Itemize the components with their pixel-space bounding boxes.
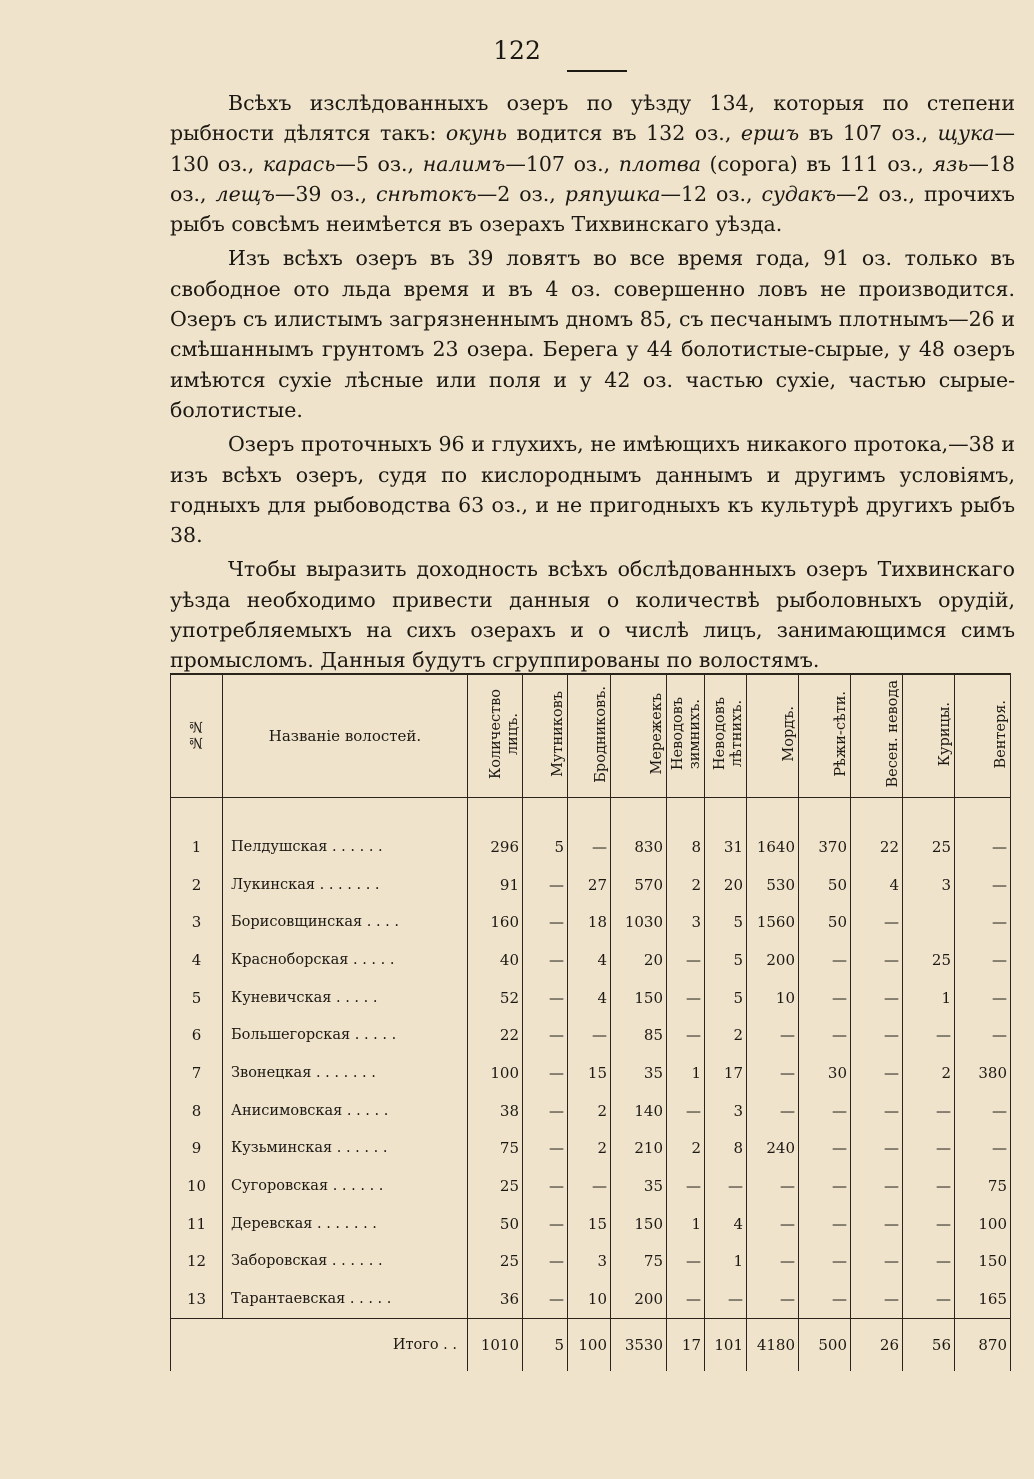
table-cell: — — [747, 1167, 799, 1205]
table-cell: 38 — [468, 1092, 523, 1130]
row-number: 3 — [171, 903, 223, 941]
text-run: —2 оз., прочихъ рыбъ совсѣмъ неимѣется въ озерахъ Тихвинскаго уѣзда. — [170, 181, 1015, 237]
table-cell: — — [523, 903, 568, 941]
fish-name: налимъ — [422, 151, 506, 176]
table-cell: — — [851, 1016, 903, 1054]
table-cell: — — [903, 1130, 955, 1168]
table-row — [171, 1167, 1011, 1205]
table-cell: — — [799, 1243, 851, 1281]
table-row — [171, 941, 1011, 979]
table-cell: — — [851, 1054, 903, 1092]
text-run: Всѣхъ изслѣдованныхъ озеръ по уѣзду 134, которыя по степени рыбности дѣлятся такъ: — [170, 91, 1015, 146]
table-cell: 36 — [468, 1280, 523, 1318]
row-number: 7 — [171, 1054, 223, 1092]
table-cell: — — [523, 1280, 568, 1318]
table-row — [171, 1016, 1011, 1054]
row-number: 6 — [171, 1016, 223, 1054]
table-cell: 50 — [468, 1205, 523, 1243]
table-cell: 40 — [468, 941, 523, 979]
table-cell: — — [523, 1243, 568, 1281]
table-cell: — — [903, 1205, 955, 1243]
table-cell: — — [799, 979, 851, 1017]
volost-name: Сугоровская . . . . . . — [223, 1167, 468, 1205]
table-cell: 22 — [468, 1016, 523, 1054]
header-col-rezhi: Рѣжи-сѣти. — [799, 674, 851, 798]
fish-name: судакъ — [761, 181, 836, 206]
table-cell: 2 — [568, 1130, 611, 1168]
volost-name: Красноборская . . . . . — [223, 941, 468, 979]
table-cell: 50 — [799, 866, 851, 904]
page-number: 122 — [493, 36, 541, 65]
table-cell: 1560 — [747, 903, 799, 941]
text-run: —130 оз., — [170, 121, 1015, 176]
paragraph-2 — [170, 243, 1015, 425]
table-cell: 52 — [468, 979, 523, 1017]
table-cell: — — [851, 1280, 903, 1318]
table-cell: — — [523, 1054, 568, 1092]
volost-name: Деревская . . . . . . . — [223, 1205, 468, 1243]
table-cell: 3 — [705, 1092, 747, 1130]
row-number: 2 — [171, 866, 223, 904]
header-col-kuritsy: Курицы. — [903, 674, 955, 798]
row-number: 1 — [171, 798, 223, 866]
table-cell: 10 — [568, 1280, 611, 1318]
table-cell: 15 — [568, 1205, 611, 1243]
table-cell: 27 — [568, 866, 611, 904]
total-cell: 4180 — [747, 1318, 799, 1371]
table-cell: 35 — [611, 1167, 667, 1205]
total-row — [171, 1318, 1011, 1371]
table-cell: — — [568, 1167, 611, 1205]
fish-name: ершъ — [740, 121, 800, 146]
table-cell: 150 — [611, 979, 667, 1017]
table-cell: — — [851, 1243, 903, 1281]
table-row — [171, 798, 1011, 866]
table-cell: — — [799, 1092, 851, 1130]
table-cell: 17 — [705, 1054, 747, 1092]
table-cell: 35 — [611, 1054, 667, 1092]
table-cell: 3 — [568, 1243, 611, 1281]
table-cell: 165 — [955, 1280, 1011, 1318]
volost-name: Тарантаевская . . . . . — [223, 1280, 468, 1318]
text-run: —5 оз., — [335, 151, 423, 176]
table-cell: — — [955, 1016, 1011, 1054]
table-cell: — — [799, 1280, 851, 1318]
table-cell: — — [955, 1130, 1011, 1168]
fish-name: плотва — [618, 151, 701, 176]
table-cell: 31 — [705, 798, 747, 866]
table-cell: — — [667, 1016, 705, 1054]
table-cell: — — [799, 1130, 851, 1168]
header-col-mutniki: Мутниковъ — [523, 674, 568, 798]
table-cell: 1640 — [747, 798, 799, 866]
volost-name: Звонецкая . . . . . . . — [223, 1054, 468, 1092]
text-run: —2 оз., — [476, 181, 565, 206]
table-cell: — — [523, 979, 568, 1017]
header-col-ventery: Вентеря. — [955, 674, 1011, 798]
header-name: Названіе волостей. — [223, 674, 468, 798]
table-cell: 25 — [903, 941, 955, 979]
header-col-mordy: Мордъ. — [747, 674, 799, 798]
table-cell: — — [955, 1092, 1011, 1130]
volost-name: Лукинская . . . . . . . — [223, 866, 468, 904]
table-cell: 160 — [468, 903, 523, 941]
table-cell: 1 — [903, 979, 955, 1017]
total-label: Итого . . — [223, 1318, 468, 1371]
volost-name: Борисовщинская . . . . — [223, 903, 468, 941]
table-cell: — — [568, 798, 611, 866]
table-cell: — — [955, 798, 1011, 866]
table-cell: — — [747, 1205, 799, 1243]
table-cell: — — [568, 1016, 611, 1054]
table-cell: 25 — [468, 1243, 523, 1281]
table-cell: 91 — [468, 866, 523, 904]
table-cell: 140 — [611, 1092, 667, 1130]
table-cell: 15 — [568, 1054, 611, 1092]
total-cell: 3530 — [611, 1318, 667, 1371]
table-cell: 2 — [568, 1092, 611, 1130]
row-number: 9 — [171, 1130, 223, 1168]
fish-name: снѣтокъ — [375, 181, 477, 206]
table-cell: — — [851, 1205, 903, 1243]
header-col-winter-nets: Неводовъ зимнихъ. — [667, 674, 705, 798]
table-row — [171, 1205, 1011, 1243]
table-cell: 1030 — [611, 903, 667, 941]
table-cell: — — [523, 866, 568, 904]
table-cell: — — [747, 1243, 799, 1281]
table-cell: 2 — [667, 1130, 705, 1168]
row-number: 10 — [171, 1167, 223, 1205]
table-cell: — — [903, 1280, 955, 1318]
table-cell: 75 — [955, 1167, 1011, 1205]
text-run: —18 оз., — [170, 151, 1016, 206]
text-run: (сорога) въ 111 оз., — [700, 151, 933, 176]
table-row — [171, 1243, 1011, 1281]
fish-name: щука — [937, 121, 995, 146]
table-cell: 240 — [747, 1130, 799, 1168]
table-cell: — — [955, 903, 1011, 941]
table-cell: 4 — [568, 941, 611, 979]
paragraph-3 — [170, 429, 1015, 550]
table-row — [171, 866, 1011, 904]
table-cell: — — [799, 1205, 851, 1243]
table-cell: — — [667, 979, 705, 1017]
table-cell: 2 — [705, 1016, 747, 1054]
table-cell: — — [705, 1280, 747, 1318]
table-cell: 150 — [611, 1205, 667, 1243]
table-cell: 210 — [611, 1130, 667, 1168]
table-cell: 570 — [611, 866, 667, 904]
total-cell: 5 — [523, 1318, 568, 1371]
paragraph-4 — [170, 554, 1015, 675]
table-row — [171, 1130, 1011, 1168]
row-number: 13 — [171, 1280, 223, 1318]
table-cell: 1 — [667, 1054, 705, 1092]
header-col-persons: Количество лицъ. — [468, 674, 523, 798]
table-cell: — — [851, 1092, 903, 1130]
table-cell: 5 — [705, 979, 747, 1017]
text-run: —12 оз., — [660, 181, 762, 206]
fish-name: ряпушка — [564, 181, 661, 206]
header-col-summer-nets: Неводовъ лѣтнихъ. — [705, 674, 747, 798]
table-cell: — — [523, 1130, 568, 1168]
table-cell: 4 — [705, 1205, 747, 1243]
page-number-rule — [567, 70, 627, 72]
table-cell: 20 — [705, 866, 747, 904]
table-cell — [903, 903, 955, 941]
total-cell: 500 — [799, 1318, 851, 1371]
table-cell: 5 — [705, 903, 747, 941]
table-cell: — — [523, 1167, 568, 1205]
table-cell: 100 — [955, 1205, 1011, 1243]
body-text — [170, 88, 1015, 680]
table-cell: 25 — [903, 798, 955, 866]
volost-name: Куневичская . . . . . — [223, 979, 468, 1017]
table-cell: — — [851, 1130, 903, 1168]
volost-fishing-table — [170, 673, 1011, 1371]
table-cell: — — [799, 941, 851, 979]
table-header-row — [171, 674, 1011, 798]
table-cell: 4 — [568, 979, 611, 1017]
total-cell: 100 — [568, 1318, 611, 1371]
table-cell: — — [667, 1243, 705, 1281]
table-cell: — — [955, 941, 1011, 979]
table-cell: 10 — [747, 979, 799, 1017]
total-cell: 101 — [705, 1318, 747, 1371]
total-cell: 17 — [667, 1318, 705, 1371]
table-cell: — — [747, 1280, 799, 1318]
table-cell: 50 — [799, 903, 851, 941]
table-cell: — — [955, 979, 1011, 1017]
table-cell: — — [523, 1016, 568, 1054]
fish-name: язь — [932, 151, 969, 176]
header-num: №№ — [171, 674, 223, 798]
text-run: Чтобы выразить доходность всѣхъ обслѣдованныхъ озеръ Тихвинскаго уѣзда необходимо привести данныя о количествѣ рыболовныхъ орудій, употребляемыхъ на сихъ озерахъ и о числѣ лицъ, занимающимся симъ промысломъ. Данныя будутъ сгруппированы по волостямъ. — [170, 557, 1015, 673]
table-cell: 830 — [611, 798, 667, 866]
table-cell: 2 — [667, 866, 705, 904]
table-cell: — — [523, 1205, 568, 1243]
table-cell: — — [903, 1092, 955, 1130]
table-cell: 18 — [568, 903, 611, 941]
table-cell: 5 — [705, 941, 747, 979]
table-cell: — — [851, 979, 903, 1017]
table-cell: — — [705, 1167, 747, 1205]
total-num-cell — [171, 1318, 223, 1371]
table-cell: 1 — [667, 1205, 705, 1243]
total-cell: 870 — [955, 1318, 1011, 1371]
table-cell: 3 — [667, 903, 705, 941]
text-run: —39 оз., — [274, 181, 376, 206]
row-number: 5 — [171, 979, 223, 1017]
table-cell: 150 — [955, 1243, 1011, 1281]
header-col-brodniki: Бродниковъ. — [568, 674, 611, 798]
table-cell: — — [523, 1092, 568, 1130]
table-cell: 3 — [903, 866, 955, 904]
volost-name: Пелдушская . . . . . . — [223, 798, 468, 866]
table-cell: — — [667, 1280, 705, 1318]
text-run: —107 оз., — [505, 151, 619, 176]
table-cell: 2 — [903, 1054, 955, 1092]
total-cell: 1010 — [468, 1318, 523, 1371]
table-cell: 200 — [747, 941, 799, 979]
text-run: въ 107 оз., — [799, 121, 938, 146]
table-cell: 100 — [468, 1054, 523, 1092]
table-cell: 380 — [955, 1054, 1011, 1092]
volost-name: Анисимовская . . . . . — [223, 1092, 468, 1130]
table-cell: — — [851, 1167, 903, 1205]
table-cell: 200 — [611, 1280, 667, 1318]
total-cell: 26 — [851, 1318, 903, 1371]
table-cell: 4 — [851, 866, 903, 904]
table-cell: — — [851, 941, 903, 979]
table-cell: 1 — [705, 1243, 747, 1281]
fish-name: лещъ — [215, 181, 275, 206]
volost-name: Кузьминская . . . . . . — [223, 1130, 468, 1168]
table-cell: — — [851, 903, 903, 941]
row-number: 12 — [171, 1243, 223, 1281]
table-row — [171, 979, 1011, 1017]
table-cell: 5 — [523, 798, 568, 866]
table-cell: — — [667, 1092, 705, 1130]
text-run: Озеръ проточныхъ 96 и глухихъ, не имѣющихъ никакого протока,—38 и изъ всѣхъ озеръ, судя по кислороднымъ даннымъ и другимъ условіямъ, годныхъ для рыбоводства 63 оз., и не пригодныхъ къ культурѣ другихъ рыбъ 38. — [170, 432, 1015, 548]
table-cell: — — [747, 1016, 799, 1054]
table-cell: — — [667, 941, 705, 979]
fish-name: карась — [262, 151, 336, 176]
fish-name: окунь — [445, 121, 508, 146]
table-cell: 8 — [667, 798, 705, 866]
text-run: водится въ 132 оз., — [507, 121, 741, 146]
table-cell: 530 — [747, 866, 799, 904]
volost-name: Большегорская . . . . . — [223, 1016, 468, 1054]
table-row — [171, 1280, 1011, 1318]
table-cell: — — [747, 1054, 799, 1092]
table-row — [171, 903, 1011, 941]
table-cell: 8 — [705, 1130, 747, 1168]
table-cell: 85 — [611, 1016, 667, 1054]
table-cell: 75 — [611, 1243, 667, 1281]
table-cell: — — [903, 1243, 955, 1281]
paragraph-1 — [170, 88, 1015, 239]
table-row — [171, 1054, 1011, 1092]
table-cell: — — [799, 1016, 851, 1054]
row-number: 4 — [171, 941, 223, 979]
row-number: 8 — [171, 1092, 223, 1130]
table-row — [171, 1092, 1011, 1130]
table-cell: — — [747, 1092, 799, 1130]
table-cell: — — [799, 1167, 851, 1205]
volost-name: Заборовская . . . . . . — [223, 1243, 468, 1281]
total-cell: 56 — [903, 1318, 955, 1371]
table-cell: 75 — [468, 1130, 523, 1168]
table-cell: 296 — [468, 798, 523, 866]
table-cell: — — [523, 941, 568, 979]
table-cell: 20 — [611, 941, 667, 979]
row-number: 11 — [171, 1205, 223, 1243]
text-run: Изъ всѣхъ озеръ въ 39 ловятъ во все время года, 91 оз. только въ свободное ото льда время и въ 4 оз. совершенно ловъ не производится. Озеръ съ илистымъ загрязненнымъ дномъ 85, съ песчанымъ плотнымъ—26 и смѣшаннымъ грунтомъ 23 озера. Берега у 44 болотистые-сырые, у 48 озеръ имѣются сухіе лѣсные или поля и у 42 оз. частью сухіе, частью сырые-болотистые. — [170, 246, 1015, 422]
header-col-spring-nets: Весен. невода — [851, 674, 903, 798]
table-cell: 25 — [468, 1167, 523, 1205]
table-cell: 22 — [851, 798, 903, 866]
table-cell: — — [903, 1167, 955, 1205]
table-cell: — — [903, 1016, 955, 1054]
table-cell: 370 — [799, 798, 851, 866]
table-cell: — — [955, 866, 1011, 904]
header-col-merezhi: Мережекъ — [611, 674, 667, 798]
table-cell: — — [667, 1167, 705, 1205]
table-cell: 30 — [799, 1054, 851, 1092]
